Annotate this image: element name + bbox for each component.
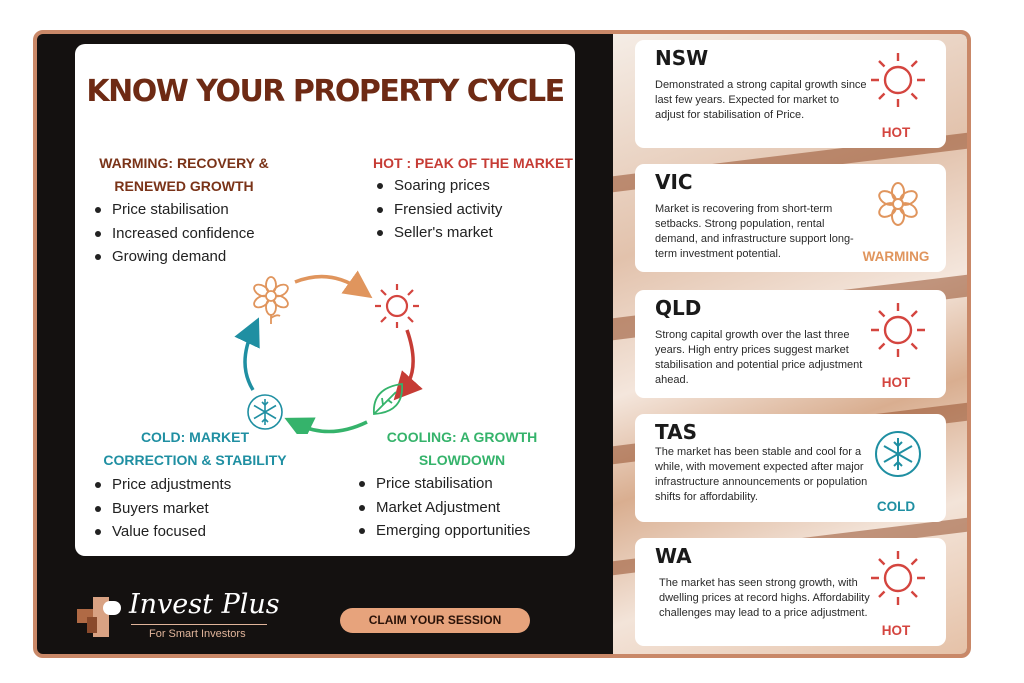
list-item: Emerging opportunities <box>357 519 530 543</box>
state-description: Demonstrated a strong capital growth since last few years. Expected for market to adjust for stabilisation of Price. <box>655 79 867 121</box>
list-item: Seller's market <box>375 221 502 245</box>
cooling-heading-line-2: SLOWDOWN <box>418 452 506 468</box>
brand-divider <box>131 624 267 625</box>
hot-heading-line-1: HOT : PEAK OF THE MARKET <box>373 155 573 171</box>
arrow-cooling-to-cold <box>297 422 367 432</box>
state-card-nsw <box>635 40 946 148</box>
list-item: Buyers market <box>93 497 231 521</box>
warming-heading-line-1: WARMING: RECOVERY & <box>99 155 269 171</box>
state-description: The market has seen strong growth, with dwelling prices at record highs. Affordability challenges may lead to a price adjustment. <box>659 577 870 619</box>
cold-heading-line-2: CORRECTION & STABILITY <box>103 452 287 468</box>
leaf-icon <box>374 384 402 414</box>
cooling-heading-line-1: COOLING: A GROWTH <box>386 429 538 445</box>
logo-mark-icon <box>73 587 129 643</box>
arrow-cold-to-warming <box>245 330 253 390</box>
state-card-tas <box>635 414 946 522</box>
infographic-frame <box>33 30 971 658</box>
state-description: Market is recovering from short-term setbacks. Strong population, rental demand, and infrastructure support long-term investment potential. <box>655 203 854 260</box>
state-card-wa <box>635 538 946 646</box>
list-item: Price adjustments <box>93 473 231 497</box>
cycle-diagram <box>225 244 435 434</box>
arrow-warming-to-hot <box>295 277 361 290</box>
state-name: VIC <box>655 170 693 194</box>
list-item: Growing demand <box>93 245 255 269</box>
snowflake-icon <box>248 395 282 429</box>
state-status: WARMING <box>862 249 930 264</box>
hot-list <box>375 174 502 245</box>
cold-list <box>93 473 231 544</box>
state-description: Strong capital growth over the last three years. High entry prices suggest market stabilisation and potential price adjustment ahead. <box>655 329 863 386</box>
brand-name: Invest Plus <box>129 589 280 620</box>
sun-icon <box>868 300 928 360</box>
state-name: TAS <box>655 420 697 444</box>
list-item: Increased confidence <box>93 222 255 246</box>
list-item: Soaring prices <box>375 174 502 198</box>
list-item: Frensied activity <box>375 198 502 222</box>
state-description: The market has been stable and cool for a while, with movement expected after major infrastructure announcements or population shifts for affordability. <box>655 446 868 503</box>
state-status: HOT <box>881 375 911 390</box>
warming-heading-line-2: RENEWED GROWTH <box>114 178 254 194</box>
state-name: NSW <box>655 46 709 70</box>
brand-tagline: For Smart Investors <box>149 628 246 640</box>
state-card-vic <box>635 164 946 272</box>
arrow-hot-to-cooling <box>403 330 413 390</box>
sun-icon <box>868 50 928 110</box>
brand-logo <box>73 587 280 643</box>
state-card-qld <box>635 290 946 398</box>
page-title: KNOW YOUR PROPERTY CYCLE <box>86 74 564 109</box>
list-item: Price stabilisation <box>93 198 255 222</box>
state-name: WA <box>655 544 692 568</box>
snowflake-icon <box>868 424 928 484</box>
sun-icon <box>868 548 928 608</box>
list-item: Market Adjustment <box>357 496 530 520</box>
hot-heading <box>373 152 573 175</box>
cold-heading-line-1: COLD: MARKET <box>140 429 250 445</box>
flower-icon <box>868 174 928 234</box>
cooling-list <box>357 472 530 543</box>
state-status: HOT <box>881 623 911 638</box>
warming-heading <box>75 152 293 198</box>
sun-icon <box>375 284 419 328</box>
list-item: Price stabilisation <box>357 472 530 496</box>
state-status: COLD <box>876 499 916 514</box>
claim-session-button[interactable]: CLAIM YOUR SESSION <box>340 608 530 633</box>
state-name: QLD <box>655 296 702 320</box>
list-item: Value focused <box>93 520 231 544</box>
state-status: HOT <box>881 125 911 140</box>
property-cycle-card <box>75 44 575 556</box>
flower-icon <box>252 277 290 324</box>
